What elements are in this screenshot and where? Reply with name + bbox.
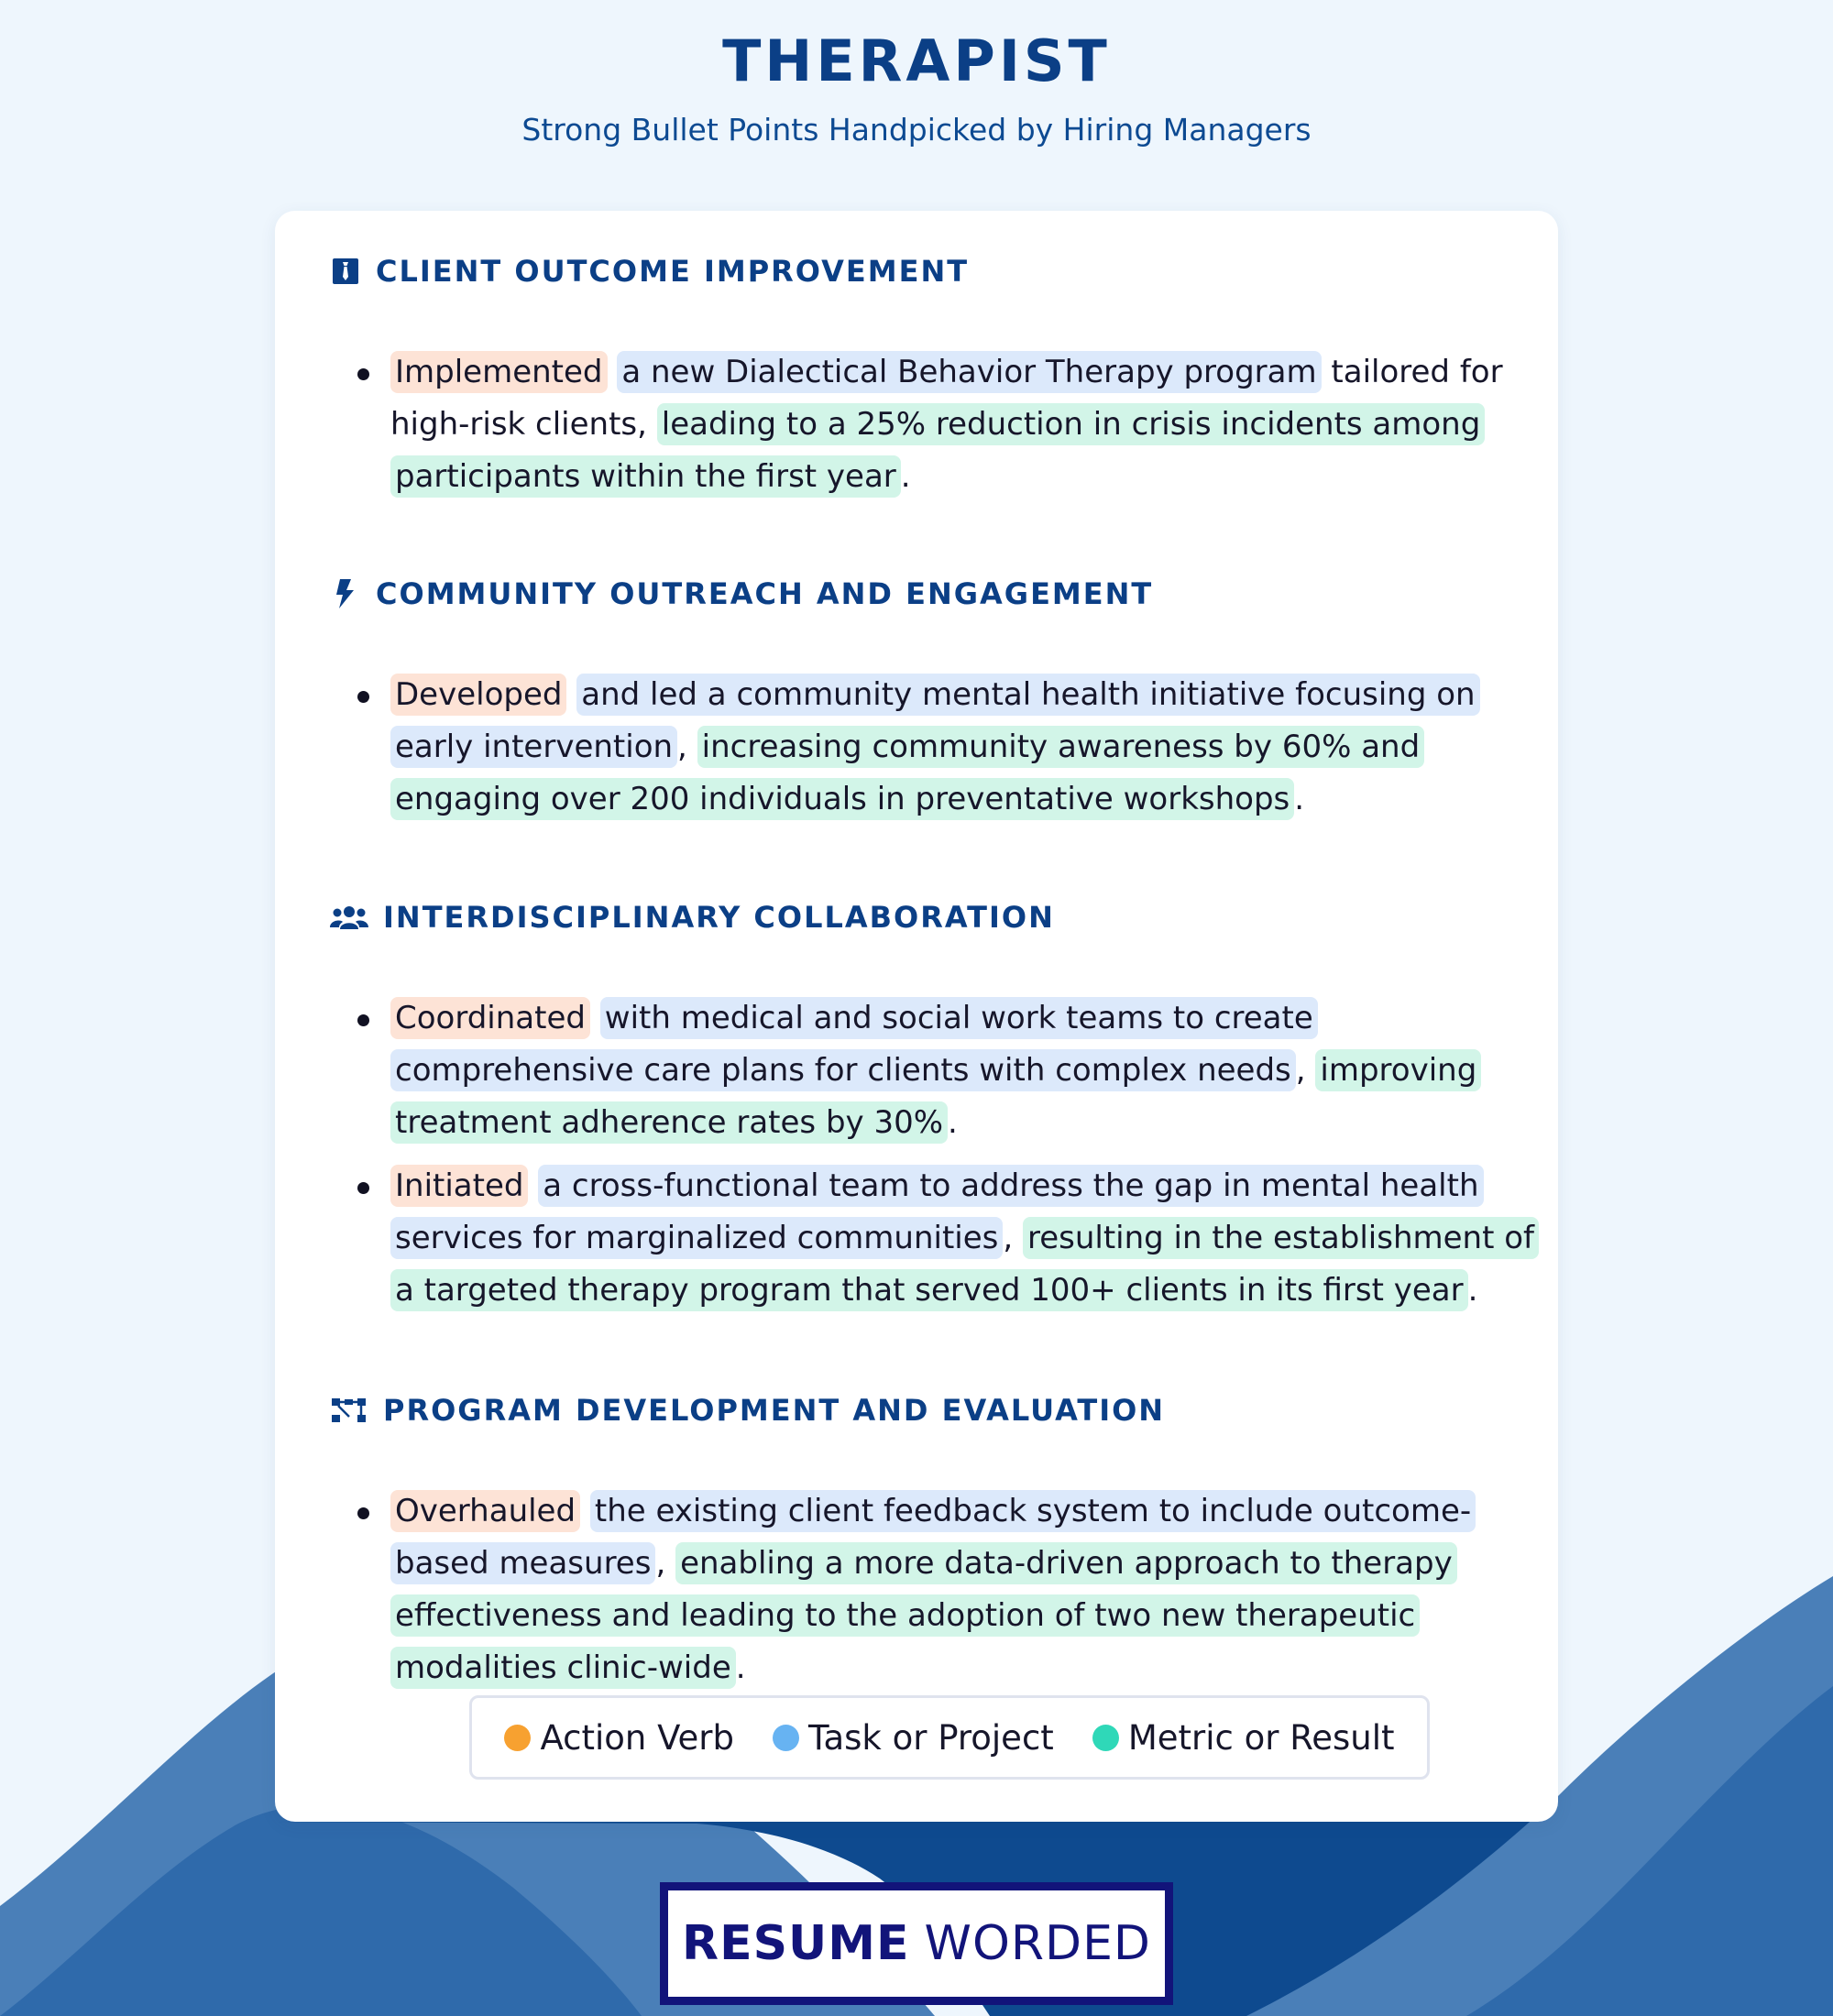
metric-text: enabling a more data-driven approach to therapy effectiveness and leading to the adoption of two new therapeutic modalities clinic-wide [390,1542,1457,1689]
action-verb: Coordinated [390,997,590,1039]
bullet-list [330,992,1540,1317]
bullet-item [330,669,1540,826]
task-text: and led a community mental health initiative focusing on early intervention [390,674,1480,768]
plain-text: , [1003,1220,1023,1256]
bullet-points-card [275,211,1558,1822]
section-program-development [330,1388,1540,1705]
legend-label: Metric or Result [1127,1717,1395,1758]
page-subtitle: Strong Bullet Points Handpicked by Hiring Managers [521,112,1312,148]
section-interdisciplinary [330,895,1540,1328]
bullet-item [330,1160,1540,1317]
bullet-list [330,1485,1540,1694]
legend-item-action-verb [504,1718,734,1758]
resume-worded-logo [660,1882,1173,2005]
action-verb: Implemented [390,351,608,393]
bullet-end: . [1467,1272,1478,1309]
section-heading [330,249,1540,293]
plain-text: , [655,1545,676,1582]
legend-label: Action Verb [540,1717,734,1758]
brand-strong: RESUME [682,1916,910,1971]
users-icon [330,902,368,933]
bullet-item [330,1485,1540,1694]
bullet-marker [357,691,369,703]
metric-text: improving treatment adherence rates by 30% [390,1049,1481,1144]
legend-label: Task or Project [807,1717,1054,1758]
bullet-end: . [900,458,911,495]
plain-text: , [1295,1052,1316,1089]
legend-item-task [773,1718,1054,1758]
bullet-marker [357,1507,369,1519]
section-client-outcome [330,249,1540,514]
task-text: a new Dialectical Behavior Therapy program [617,351,1321,393]
metric-text: leading to a 25% reduction in crisis incidents among participants within the first year [390,403,1485,498]
plain-text: tailored for high-risk clients, [390,354,1503,443]
legend-item-metric [1092,1718,1395,1758]
bullet-end: . [948,1104,958,1141]
bullet-end: . [735,1649,746,1686]
bullet-list [330,669,1540,826]
bullet-marker [357,368,369,380]
section-heading [330,572,1540,616]
task-text: the existing client feedback system to include outcome-based measures [390,1490,1476,1584]
section-heading [330,1388,1540,1432]
action-verb: Overhauled [390,1490,580,1532]
legend-dot [504,1725,531,1751]
highlight-legend [469,1695,1430,1780]
action-verb: Initiated [390,1165,528,1207]
section-heading [330,895,1540,939]
task-text: a cross-functional team to address the gap in mental health services for marginalized communities [390,1165,1484,1259]
section-title: COMMUNITY OUTREACH AND ENGAGEMENT [376,576,1154,611]
page-title: THERAPIST [722,27,1111,94]
bullet-marker [357,1182,369,1194]
metric-text: increasing community awareness by 60% and engaging over 200 individuals in preventative workshops [390,726,1424,820]
bullet-item [330,992,1540,1149]
bullet-list [330,346,1540,503]
brand-light: WORDED [924,1916,1151,1971]
section-title: PROGRAM DEVELOPMENT AND EVALUATION [383,1393,1166,1428]
bullet-marker [357,1014,369,1026]
section-title: INTERDISCIPLINARY COLLABORATION [383,900,1055,935]
bullet-end: . [1294,781,1305,817]
section-community-outreach [330,572,1540,837]
section-title: CLIENT OUTCOME IMPROVEMENT [376,254,970,289]
task-text: with medical and social work teams to create comprehensive care plans for clients with complex needs [390,997,1318,1091]
project-diagram-icon [330,1395,368,1426]
legend-dot [773,1725,799,1751]
bolt-icon [330,578,361,609]
bullet-item [330,346,1540,503]
legend-dot [1092,1725,1119,1751]
metric-text: resulting in the establishment of a targeted therapy program that served 100+ clients in its first year [390,1217,1539,1311]
plain-text: , [677,729,697,765]
tie-icon [330,256,361,287]
action-verb: Developed [390,674,566,716]
